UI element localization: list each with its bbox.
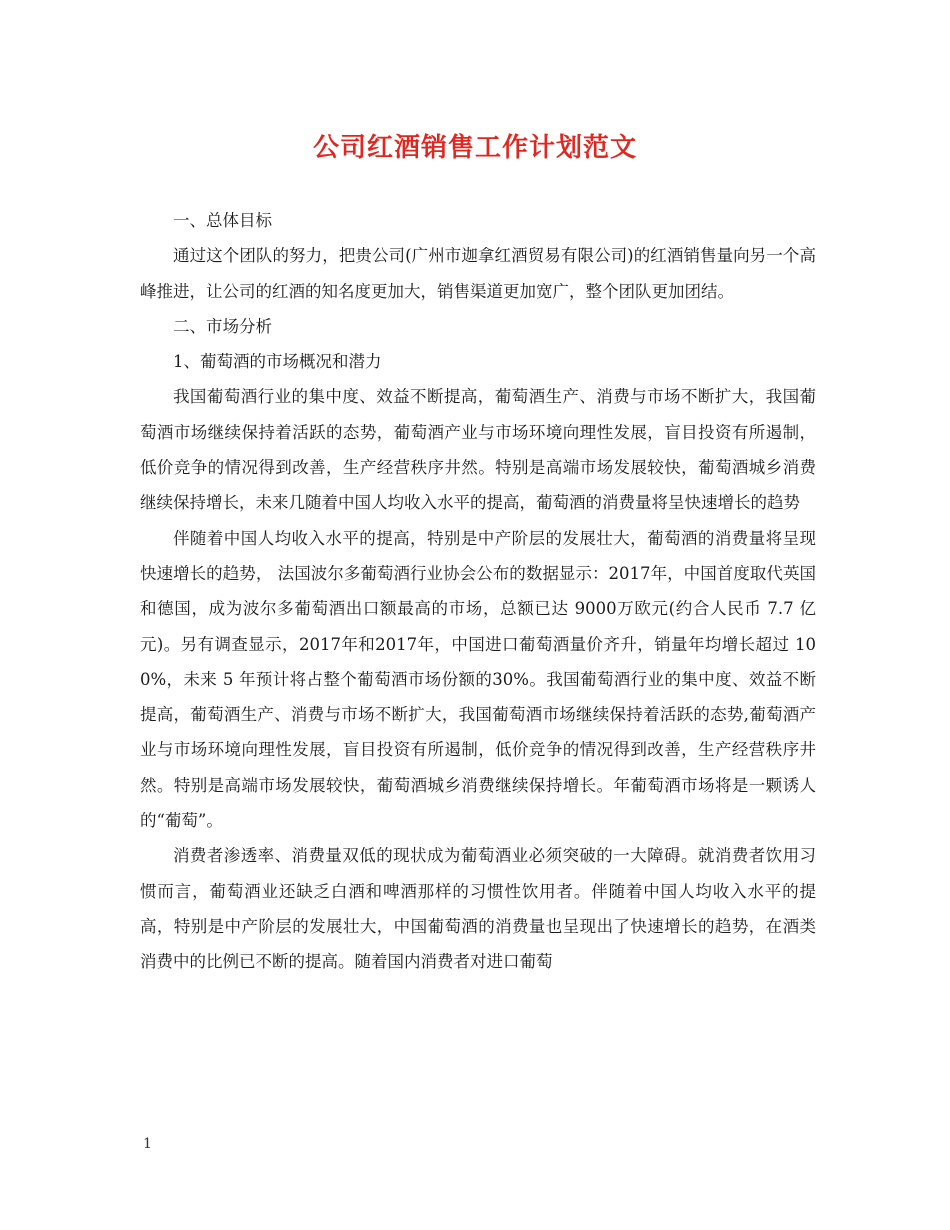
section-heading-goal: 一、总体目标	[173, 211, 272, 230]
paragraph: 我国葡萄酒行业的集中度、效益不断提高，葡萄酒生产、消费与市场不断扩大，我国葡萄酒市场继续保持着活跃的态势，葡萄酒产业与市场环境向理性发展，盲目投资有所遏制，低价竞争的情况得到改善，生产经营秩序井然。特别是高端市场发展较快，葡萄酒城乡消费继续保持增长，未来几随着中国人均收入水平的提高，葡萄酒的消费量将呈快速增长的趋势	[140, 387, 816, 513]
document-title: 公司红酒销售工作计划范文	[312, 133, 637, 163]
document-body	[140, 203, 816, 980]
paragraph: 通过这个团队的努力，把贵公司(广州市迦拿红酒贸易有限公司)的红酒销售量向另一个高峰推进，让公司的红酒的知名度更加大，销售渠道更加宽广，整个团队更加团结。	[140, 246, 816, 301]
page-number: 1	[143, 1136, 152, 1152]
subsection-heading: 1、葡萄酒的市场概况和潜力	[173, 352, 382, 372]
section-heading-market: 二、市场分析	[173, 316, 272, 336]
paragraph: 消费者渗透率、消费量双低的现状成为葡萄酒业必须突破的一大障碍。就消费者饮用习惯而言，葡萄酒业还缺乏白酒和啤酒那样的习惯性饮用者。伴随着中国人均收入水平的提高，特别是中产阶层的发展壮大，中国葡萄酒的消费量也呈现出了快速增长的趋势，在酒类消费中的比例已不断的提高。随着国内消费者对进口葡萄	[140, 846, 816, 972]
paragraph: 伴随着中国人均收入水平的提高，特别是中产阶层的发展壮大，葡萄酒的消费量将呈现快速增长的趋势， 法国波尔多葡萄酒行业协会公布的数据显示：2017年，中国首度取代英国和德国，成为波尔多葡萄酒出口额最高的市场，总额已达 9000万欧元(约合人民币 7.7 亿元)。另有调查显示，2017年和2017年，中国进口葡萄酒量价齐升，销量年均增长超过 100%，未来 5 年预计将占整个葡萄酒市场份额的30%。我国葡萄酒行业的集中度、效益不断提高，葡萄酒生产、消费与市场不断扩大，我国葡萄酒市场继续保持着活跃的态势,葡萄酒产业与市场环境向理性发展，盲目投资有所遏制，低价竞争的情况得到改善，生产经营秩序井然。特别是高端市场发展较快，葡萄酒城乡消费继续保持增长。年葡萄酒市场将是一颗诱人的“葡萄”。	[140, 528, 816, 831]
